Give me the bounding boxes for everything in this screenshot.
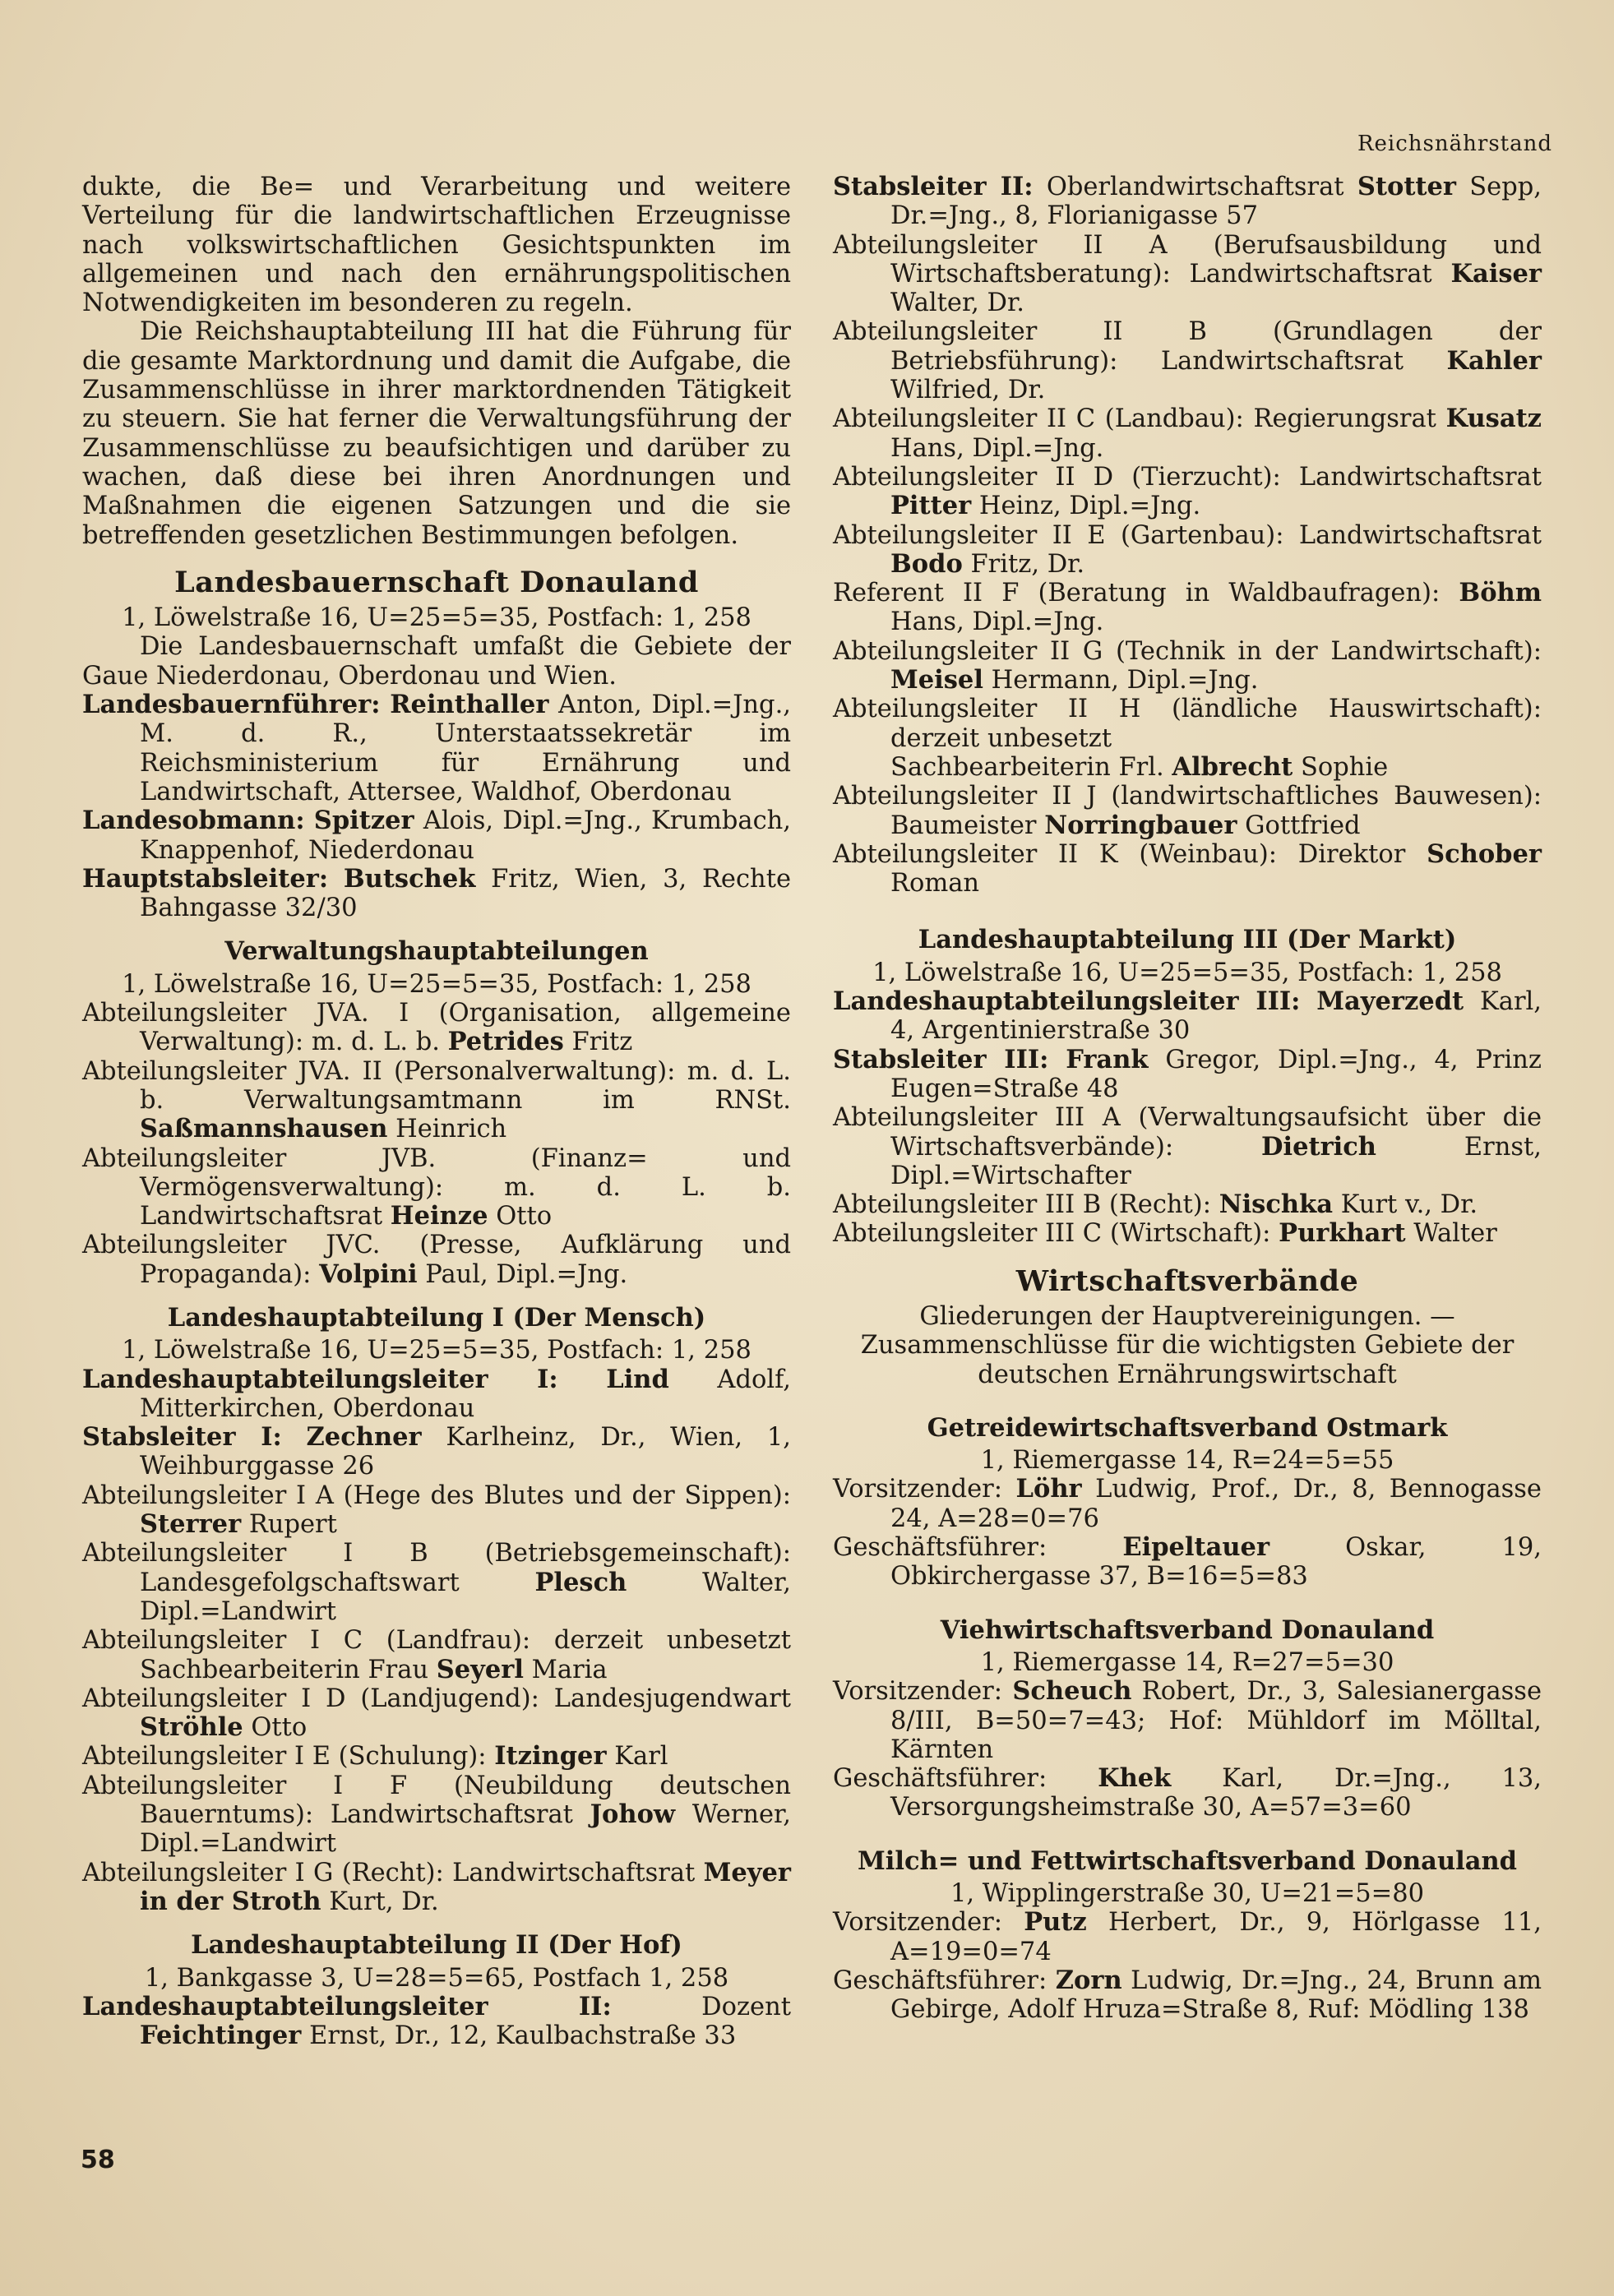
entry-text: Hermann, Dipl.=Jng. [991,666,1259,695]
entry [833,637,1542,695]
entry [833,1908,1542,1966]
entry [82,1144,791,1231]
entry-label: Stabsleiter II: [833,172,1034,201]
entry-label: Stabsleiter III: [833,1044,1049,1074]
entry-text: Abteilungsleiter III B (Recht): [833,1190,1211,1220]
entry-text: Abteilungsleiter II D (Tierzucht): Landwirtschaftsrat [833,462,1542,492]
entry-text: Sepp, Dr.=Jng., 8, Florianigasse 57 [890,173,1542,231]
description: Gliederungen der Hauptvereinigungen. — Zusammenschlüsse für die wichtigsten Gebiete der deutschen Ernährungswirtschaft [860,1301,1515,1389]
entry [82,1231,791,1289]
entry-name: Itzinger [494,1741,607,1772]
entry-text: Otto [251,1713,308,1743]
entry-text: Ludwig, Dr.=Jng., 24, Brunn am Gebirge, Adolf Hruza=Straße 8, Ruf: Mödling 138 [890,1966,1542,2025]
entry-label: Landeshauptabteilungsleiter I: [82,1364,558,1394]
subsection-title: Getreidewirtschaftsverband Ostmark [927,1412,1448,1443]
entry-label: Landesbauernführer: [82,690,381,720]
address-line: 1, Riemergasse 14, R=27=5=30 [980,1647,1394,1677]
entry-label: Landeshauptabteilungsleiter III: [833,986,1301,1017]
entry-name: Butschek [343,863,476,894]
entry-text: Sophie [1300,752,1389,782]
entry-text: Abteilungsleiter I B (Betriebsgemeinschaft): Landesgefolgschaftswart [82,1539,791,1597]
entry-name: Seyerl [436,1654,524,1684]
entry [82,1057,791,1144]
intro-paragraph: dukte, die Be= und Verarbeitung und weitere Verteilung für die landwirtschaftlichen Erzeugnisse nach volkswirtschaftlichen Gesichtspunkten im allgemeinen und nach den ernährungspolitischen Notwendigkeiten im besonderen zu regeln. [82,173,791,318]
entry [833,231,1542,318]
entry-name: Kaiser [1450,258,1542,289]
address-line: 1, Löwelstraße 16, U=25=5=35, Postfach: 1, 258 [122,603,752,633]
entry-text: Fritz, Wien, 3, Rechte Bahngasse 32/30 [140,864,791,923]
entry-text: Abteilungsleiter II H (ländliche Hauswirtschaft): derzeit unbesetzt [833,695,1542,753]
entry-text: Adolf, Mitterkirchen, Oberdonau [140,1365,791,1423]
entry-text: Abteilungsleiter II G (Technik in der Landwirtschaft): [833,636,1542,666]
entry-name: Mayerzedt [1316,986,1464,1017]
entry-label: Stabsleiter I: [82,1422,282,1453]
entry [82,999,791,1057]
entry [833,1475,1542,1533]
entry-text: Abteilungsleiter II B (Grundlagen der Betriebsführung): Landwirtschaftsrat [833,317,1542,376]
entry-text: Kurt, Dr. [329,1887,439,1916]
entry-text: Abteilungsleiter II C (Landbau): Regierungsrat [833,404,1436,434]
entry-text: Gregor, Dipl.=Jng., 4, Prinz Eugen=Straße 48 [890,1045,1542,1103]
entry-text: Abteilungsleiter JVC. (Presse, Aufklärung und Propaganda): [82,1231,791,1289]
entry-name: Frank [1066,1044,1149,1074]
entry-text: Abteilungsleiter I A (Hege des Blutes und der Sippen): [82,1481,791,1510]
entry-name: Eipeltauer [1122,1532,1270,1563]
entry-text: Abteilungsleiter I E (Schulung): [82,1742,487,1772]
entry-label: Geschäftsführer: [833,1533,1047,1563]
entry-name: Purkhart [1279,1218,1406,1249]
entry [82,1859,791,1917]
entry [833,1103,1542,1190]
entry [82,1539,791,1626]
entry-label: Landesobmann: [82,806,305,836]
entry-name: Petrides [447,1027,564,1057]
entry-name: Kahler [1446,345,1542,376]
entry [833,173,1542,231]
entry [833,1764,1542,1822]
section-title: Landesbauernschaft Donauland [174,565,699,599]
entry-name: Norringbauer [1044,810,1237,840]
entry-text: Karl, Dr.=Jng., 13, Versorgungsheimstraße 30, A=57=3=60 [890,1764,1542,1822]
entry-text: Paul, Dipl.=Jng. [425,1259,628,1289]
entry-label: Hauptstabsleiter: [82,863,329,894]
entry [833,782,1542,840]
entry-text: Walter [1413,1219,1497,1249]
subsection-title: Landeshauptabteilung III (Der Markt) [918,925,1457,955]
entry-text: Abteilungsleiter III C (Wirtschaft): [833,1219,1271,1249]
entry-text: Oskar, 19, Obkirchergasse 37, B=16=5=83 [890,1533,1542,1591]
entry-text: Karlheinz, Dr., Wien, 1, Weihburggasse 26 [140,1423,791,1481]
entry-name: Plesch [534,1567,627,1597]
address-line: 1, Wipplingerstraße 30, U=21=5=80 [950,1879,1425,1909]
entry-name: Zechner [306,1422,422,1453]
entry-name: Meyer in der Stroth [140,1857,791,1916]
entry [833,695,1542,782]
entry-text: Ludwig, Prof., Dr., 8, Bennogasse 24, A=28=0=76 [890,1475,1542,1533]
entry-name: Pitter [890,491,972,521]
entry-text: Rupert [248,1510,337,1540]
entry-name: Schober [1427,838,1542,869]
entry-text: Walter, Dipl.=Landwirt [140,1568,791,1626]
entry-text: Anton, Dipl.=Jng., M. d. R., Unterstaatssekretär im Reichsministerium für Ernährung und Landwirtschaft, Attersee, Waldhof, Oberdonau [140,691,791,806]
entry-name: Feichtinger [140,2021,302,2051]
entry-name: Zorn [1055,1965,1122,1995]
entry [82,1423,791,1481]
entry [833,317,1542,404]
entry-text: Gottfried [1245,811,1361,840]
entry-name: Volpini [319,1259,418,1289]
entry-text: Dozent [701,1992,791,2021]
entry-text: Heinrich [395,1115,507,1144]
entry [82,1684,791,1743]
entry [833,1046,1542,1104]
entry [833,840,1542,899]
subsection-title: Verwaltungshauptabteilungen [224,936,649,967]
subsection-title: Landeshauptabteilung II (Der Hof) [191,1930,682,1961]
entry-text: Walter, Dr. [890,289,1024,318]
entry-text: Maria [531,1655,608,1684]
entry [82,1365,791,1424]
entry-text: Abteilungsleiter I G (Recht): Landwirtschaftsrat [82,1858,696,1887]
entry-name: Kusatz [1445,404,1542,434]
entry [833,987,1542,1046]
entry-text: Abteilungsleiter II K (Weinbau): Direktor [833,839,1406,869]
entry-text: Heinz, Dipl.=Jng. [978,492,1201,521]
running-head: Reichsnährstand [1357,132,1552,156]
entry-name: Meisel [890,665,983,695]
subsection-title: Milch= und Fettwirtschaftsverband Donauland [858,1846,1517,1876]
entry-text: Abteilungsleiter I C (Landfrau): derzeit unbesetzt Sachbearbeiterin Frau [82,1626,791,1684]
entry-text: Karl, 4, Argentinierstraße 30 [890,987,1542,1046]
entry-label: Vorsitzender: [833,1908,1003,1938]
entry [82,1772,791,1859]
entry-name: Sterrer [140,1509,242,1540]
entry [833,463,1542,521]
page-number: 58 [81,2146,115,2174]
entry-name: Spitzer [313,806,414,836]
entry-name: Albrecht [1172,751,1293,782]
entry [82,1481,791,1540]
entry-text: Herbert, Dr., 9, Hörlgasse 11, A=19=0=74 [890,1908,1542,1966]
entry-label: Vorsitzender: [833,1475,1003,1504]
entry-text: Abteilungsleiter II A (Berufsausbildung und Wirtschaftsberatung): Landwirtschaftsrat [833,230,1542,289]
left-column [82,173,791,2050]
entry-text: Werner, Dipl.=Landwirt [140,1800,791,1859]
entry-text: Abteilungsleiter I D (Landjugend): Landesjugendwart [82,1684,791,1713]
entry-name: Saßmannshausen [140,1114,388,1144]
entry-name: Reinthaller [390,690,549,720]
subsection-title: Viehwirtschaftsverband Donauland [940,1615,1435,1645]
address-line: 1, Riemergasse 14, R=24=5=55 [980,1446,1394,1476]
entry-name: Stotter [1357,172,1456,201]
entry-text: Fritz, Dr. [970,549,1085,579]
entry-text: Kurt v., Dr. [1340,1190,1478,1220]
entry-text: Abteilungsleiter JVA. II (Personalverwaltung): m. d. L. b. Verwaltungsamtmann im RNSt. [82,1056,791,1115]
entry [833,1677,1542,1764]
entry [82,806,791,865]
entry-text: Wilfried, Dr. [890,376,1046,405]
entry [833,1533,1542,1591]
entry-name: Löhr [1015,1474,1082,1504]
entry-label: Geschäftsführer: [833,1966,1047,1995]
entry-name: Bodo [890,548,963,579]
entry-text: Abteilungsleiter JVB. (Finanz= und Vermögensverwaltung): m. d. L. b. Landwirtschaftsrat [82,1143,791,1231]
address-line: 1, Löwelstraße 16, U=25=5=35, Postfach: 1, 258 [122,969,752,999]
entry-text: Robert, Dr., 3, Salesianergasse 8/III, B=50=7=43; Hof: Mühldorf im Mölltal, Kärnten [890,1677,1542,1764]
entry-name: Ströhle [140,1712,243,1743]
entry-label: Geschäftsführer: [833,1764,1047,1794]
entry-text: Sachbearbeiterin Frl. [890,752,1164,782]
entry-name: Nischka [1219,1190,1333,1220]
entry-name: Putz [1024,1907,1087,1938]
address-line: 1, Löwelstraße 16, U=25=5=35, Postfach: 1, 258 [122,1336,752,1365]
entry-text: Otto [496,1202,553,1231]
entry [833,1966,1542,2025]
intro-paragraph: Die Reichshauptabteilung III hat die Führung für die gesamte Marktordnung und damit die Aufgabe, die Zusammenschlüsse in ihrer marktordnenden Tätigkeit zu steuern. Sie hat ferner die Verwaltungsführung der Zusammenschlüsse zu beaufsichtigen und darüber zu wachen, daß diese bei ihren Anordnungen und Maßnahmen die eigenen Satzungen und die sie betreffenden gesetzlichen Bestimmungen befolgen. [82,317,791,550]
entry-text: Ernst, Dr., 12, Kaulbachstraße 33 [309,2021,737,2051]
entry-text: Abteilungsleiter II E (Gartenbau): Landwirtschaftsrat [833,520,1542,550]
right-column [833,173,1542,2025]
entry-name: Scheuch [1012,1676,1132,1707]
subsection-title: Landeshauptabteilung I (Der Mensch) [167,1302,706,1333]
entry [82,1993,791,2051]
entry-text: Oberlandwirtschaftsrat [1046,173,1344,201]
entry-name: Johow [590,1799,676,1830]
entry-label: Vorsitzender: [833,1677,1003,1707]
entry [82,1626,791,1684]
entry-text: Abteilungsleiter II J (landwirtschaftliches Bauwesen): Baumeister [833,782,1542,840]
entry-name: Lind [606,1364,669,1394]
entry-name: Dietrich [1261,1131,1376,1162]
entry-text: Fritz [571,1028,633,1057]
entry [82,691,791,806]
entry [82,865,791,923]
section-title: Wirtschaftsverbände [1015,1263,1359,1298]
entry [833,579,1542,637]
entry-text: Roman [890,869,980,899]
entry [833,1219,1542,1248]
entry [833,404,1542,463]
entry-name: Heinze [390,1201,488,1231]
entry-text: Ernst, Dipl.=Wirtschafter [890,1132,1542,1190]
address-line: 1, Löwelstraße 16, U=25=5=35, Postfach: 1, 258 [872,958,1502,987]
entry-text: Abteilungsleiter III A (Verwaltungsaufsicht über die Wirtschaftsverbände): [833,1103,1542,1162]
entry-label: Landeshauptabteilungsleiter II: [82,1991,612,2021]
description: Die Landesbauernschaft umfaßt die Gebiete der Gaue Niederdonau, Oberdonau und Wien. [82,632,791,691]
entry-text: Karl [614,1742,668,1772]
entry [833,1190,1542,1219]
entry [833,521,1542,580]
entry [82,1742,791,1771]
entry-text: Referent II F (Beratung in Waldbaufragen): [833,579,1441,608]
entry-name: Khek [1098,1763,1172,1794]
entry-text: Alois, Dipl.=Jng., Krumbach, Knappenhof, Niederdonau [140,806,791,865]
entry-name: Böhm [1459,578,1542,608]
address-line: 1, Bankgasse 3, U=28=5=65, Postfach 1, 258 [144,1963,729,1993]
entry-text: Hans, Dipl.=Jng. [890,433,1104,463]
entry-text: Abteilungsleiter JVA. I (Organisation, allgemeine Verwaltung): m. d. L. b. [82,999,791,1057]
entry-text: Abteilungsleiter I F (Neubildung deutschen Bauerntums): Landwirtschaftsrat [82,1771,791,1830]
entry-text: Hans, Dipl.=Jng. [890,607,1104,637]
